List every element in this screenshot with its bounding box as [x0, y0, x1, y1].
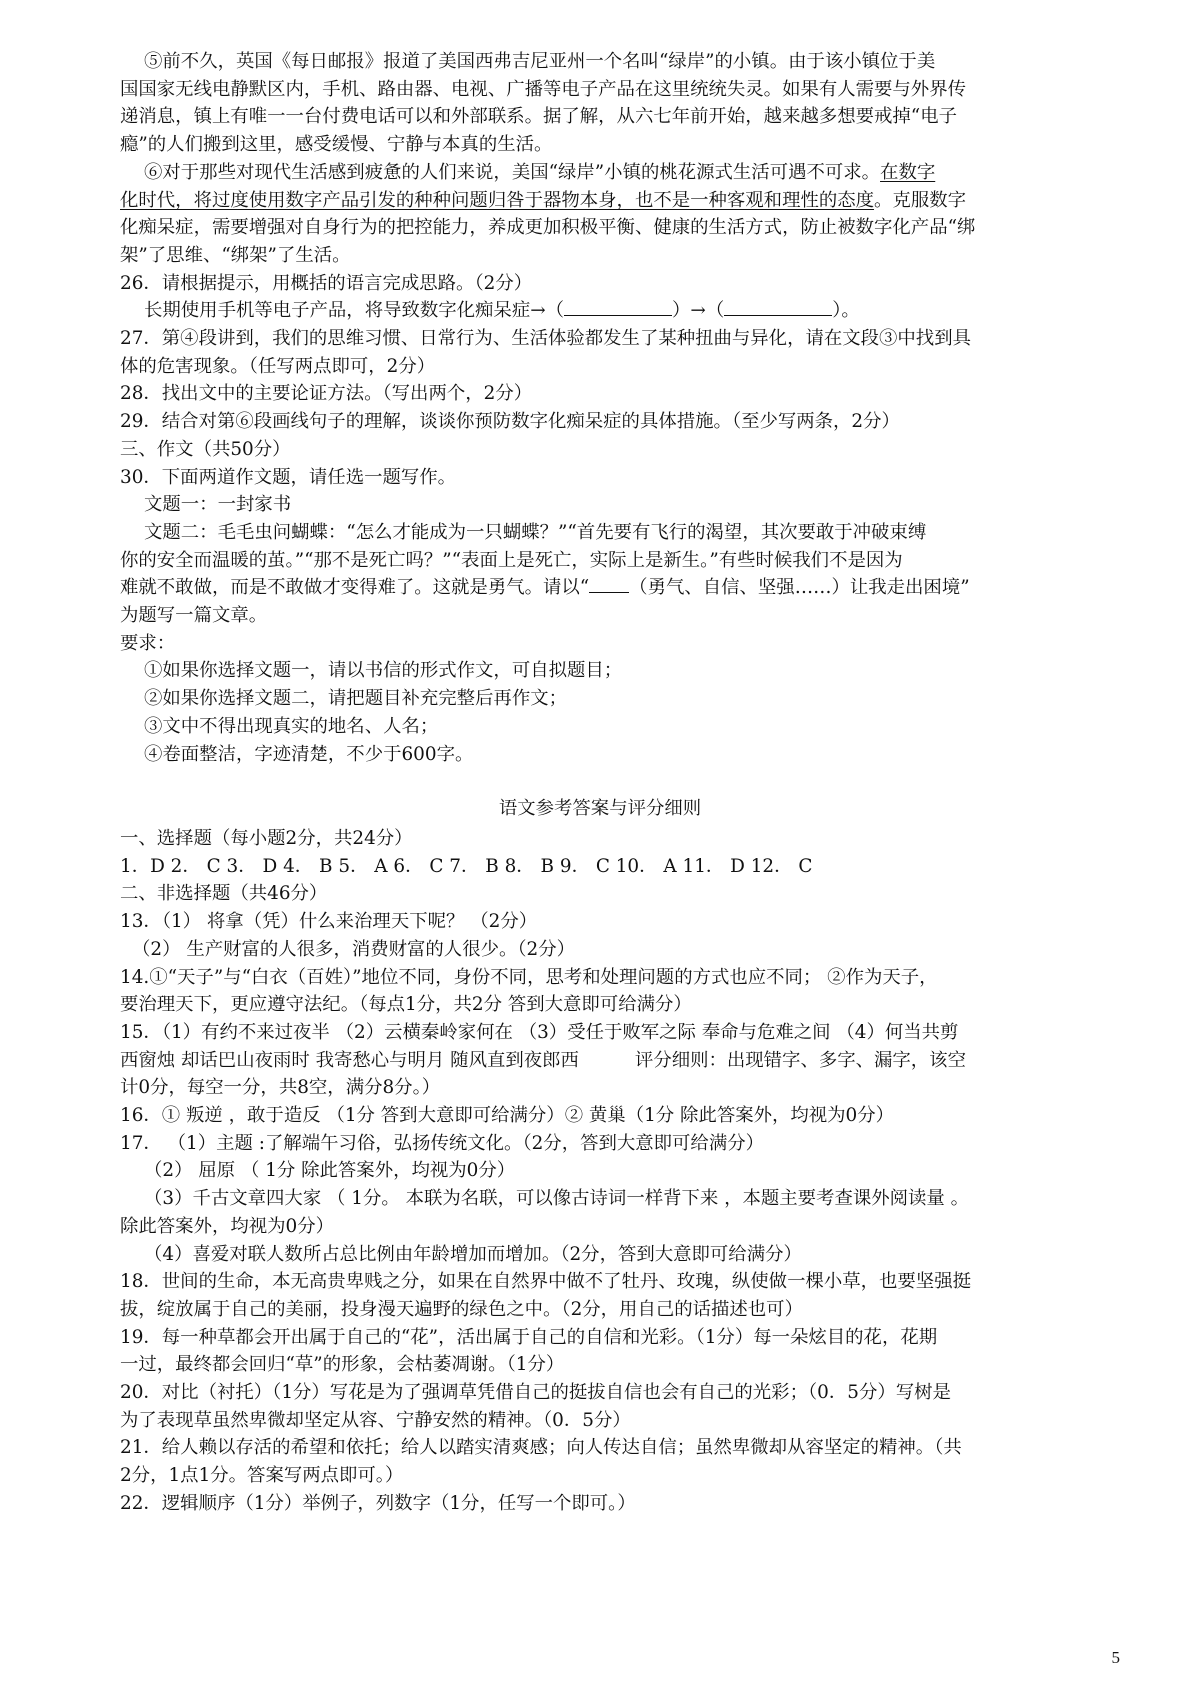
underlined-sentence: 在数字 — [880, 161, 936, 183]
passage-p5-line: 递消息，镇上有唯一一台付费电话可以和外部联系。据了解，从六七年前开始，越来越多想要戒掉“电子 — [120, 106, 957, 128]
answer-15-text: 评分细则：出现错字、多字、漏字，该空 — [634, 1049, 966, 1071]
underlined-sentence: 化时代，将过度使用数字产品引发的种种问题归咎于器物本身，也不是一种客观和理性的态度 — [120, 189, 875, 211]
title-blank — [589, 574, 629, 593]
passage-p6-line — [120, 159, 1080, 187]
passage-p5-line: ⑤前不久，英国《每日邮报》报道了美国西弗吉尼亚州一个名叫“绿岸”的小镇。由于该小镇位于美 — [144, 51, 936, 72]
question-26: 26．请根据提示，用概括的语言完成思路。（2分） — [120, 272, 533, 294]
question-26-prompt — [120, 297, 1080, 325]
question-29: 29．结合对第⑥段画线句子的理解，谈谈你预防数字化痴呆症的具体措施。（至少写两条，2分） — [120, 411, 900, 433]
prompt-text: ）。 — [832, 300, 860, 322]
page-number: 5 — [1111, 1648, 1120, 1667]
question-28: 28．找出文中的主要论证方法。（写出两个，2分） — [120, 383, 533, 405]
topic-2-text: （勇气、自信、坚强……）让我走出困境” — [629, 577, 970, 599]
answer-18: 18．世间的生命，本无高贵卑贱之分，如果在自然界中做不了牡丹、玫瑰，纵使做一棵小草，也要坚强挺 — [120, 1271, 971, 1293]
answer-13: （2） 生产财富的人很多，消费财富的人很少。（2分） — [132, 938, 576, 960]
answer-14: 要治理天下，更应遵守法纪。（每点1分，共2分 答到大意即可给满分） — [120, 994, 692, 1016]
answer-20: 为了表现草虽然卑微却坚定从容、宁静安然的精神。（0．5分） — [120, 1409, 631, 1431]
passage-p6-text: 。克服数字 — [874, 189, 966, 211]
topic-2-text: 难就不敢做，而是不敢做才变得难了。这就是勇气。请以“ — [120, 577, 590, 599]
prompt-text: 长期使用手机等电子产品，将导致数字化痴呆症→（ — [144, 300, 565, 322]
topic-2-line — [120, 574, 1080, 602]
topic-1: 文题一：一封家书 — [144, 494, 292, 516]
answer-16: 16．① 叛逆 ，敢于造反 （1分 答到大意即可给满分）② 黄巢（1分 除此答案外，均视为0分） — [120, 1105, 895, 1127]
answer-13: 13．（1） 将拿（凭）什么来治理天下呢？ （2分） — [120, 911, 538, 933]
answer-14: 14.①“天子”与“白衣（百姓）”地位不同，身份不同，思考和处理问题的方式也应不同； ②作为天子， — [120, 966, 938, 988]
passage-p6-text: ⑥对于那些对现代生活感到疲惫的人们来说，美国“绿岸”小镇的桃花源式生活可遇不可求。 — [144, 161, 881, 183]
passage-p5-line: 国国家无线电静默区内，手机、路由器、电视、广播等电子产品在这里统统失灵。如果有人需要与外界传 — [120, 78, 966, 100]
topic-2-line: 为题写一篇文章。 — [120, 605, 268, 627]
answer-15: 15．（1）有约不来过夜半 （2）云横秦岭家何在 （3）受任于败军之际 奉命与危难之间 （4）何当共剪 — [120, 1021, 959, 1043]
requirement-item: ①如果你选择文题一，请以书信的形式作文，可自拟题目； — [144, 660, 623, 682]
answer-18: 拔，绽放属于自己的美丽，投身漫天遍野的绿色之中。（2分，用自己的话描述也可） — [120, 1298, 803, 1320]
requirements-label: 要求： — [120, 632, 176, 654]
answer-17: （4）喜爱对联人数所占总比例由年龄增加而增加。（2分，答到大意即可给满分） — [144, 1243, 802, 1265]
page-content — [120, 48, 1080, 1518]
prompt-text: ）→（ — [672, 300, 725, 322]
answer-20: 20．对比（衬托）（1分）写花是为了强调草凭借自己的挺拔自信也会有自己的光彩；（0．5分）写树是 — [120, 1382, 951, 1404]
answer-blank — [724, 297, 832, 316]
section-heading: 一、选择题（每小题2分，共24分） — [120, 827, 413, 849]
requirement-item: ③文中不得出现真实的地名、人名； — [144, 715, 439, 737]
section-heading: 二、非选择题（共46分） — [120, 883, 328, 905]
passage-p6-line: 化痴呆症，需要增强对自身行为的把控能力，养成更加积极平衡、健康的生活方式，防止被数字化产品“绑 — [120, 217, 976, 239]
section-heading: 三、作文（共50分） — [120, 438, 291, 460]
answer-19: 19．每一种草都会开出属于自己的“花”，活出属于自己的自信和光彩。（1分）每一朵炫目的花，花期 — [120, 1326, 938, 1348]
passage-p5-line: 瘾”的人们搬到这里，感受缓慢、宁静与本真的生活。 — [120, 134, 553, 156]
answer-17: （2） 屈原 （ 1分 除此答案外，均视为0分） — [144, 1160, 516, 1182]
answer-21: 21．给人赖以存活的希望和依托；给人以踏实清爽感；向人传达自信；虽然卑微却从容坚定的精神。（共 — [120, 1437, 962, 1459]
answer-15: 计0分，每空一分，共8空，满分8分。） — [120, 1077, 441, 1099]
answer-22: 22．逻辑顺序（1分）举例子，列数字（1分，任写一个即可。） — [120, 1492, 636, 1514]
answer-15-text: 西窗烛 却话巴山夜雨时 我寄愁心与明月 随风直到夜郎西 — [120, 1049, 579, 1071]
topic-2-line: 你的安全而温暖的茧。”“那不是死亡吗？”“表面上是死亡，实际上是新生。”有些时候我们不是因为 — [120, 549, 903, 571]
passage-p6-line: 架”了思维、“绑架”了生活。 — [120, 244, 351, 266]
answer-blank — [564, 297, 672, 316]
question-27: 体的危害现象。（任写两点即可，2分） — [120, 355, 436, 377]
question-27: 27．第④段讲到，我们的思维习惯、日常行为、生活体验都发生了某种扭曲与异化，请在文段③中找到具 — [120, 328, 971, 350]
passage-p6-line — [120, 187, 1080, 215]
topic-2-line: 文题二：毛毛虫问蝴蝶：“怎么才能成为一只蝴蝶？”“首先要有飞行的渴望，其次要敢于冲破束缚 — [144, 521, 927, 543]
answer-17: 17． （1）主题 :了解端午习俗，弘扬传统文化。（2分，答到大意即可给满分） — [120, 1132, 764, 1154]
answer-15 — [120, 1047, 1080, 1075]
answer-17: （3）千古文章四大家 （ 1分。 本联为名联，可以像古诗词一样背下来 ，本题主要考查课外阅读量 。 — [144, 1188, 970, 1210]
answer-19: 一过，最终都会回归“草”的形象，会枯萎凋谢。（1分） — [120, 1354, 565, 1376]
answer-key-title: 语文参考答案与评分细则 — [498, 798, 702, 820]
answer-17: 除此答案外，均视为0分） — [120, 1215, 334, 1237]
question-30: 30．下面两道作文题，请任选一题写作。 — [120, 466, 457, 488]
requirement-item: ②如果你选择文题二，请把题目补充完整后再作文； — [144, 688, 567, 710]
answer-21: 2分，1点1分。答案写两点即可。） — [120, 1465, 404, 1487]
choice-answers: 1．D 2． C 3． D 4． B 5． A 6． C 7． B 8． B 9． C 10． A 11． D 12． C — [120, 855, 813, 877]
requirement-item: ④卷面整洁，字迹清楚，不少于600字。 — [144, 743, 474, 765]
